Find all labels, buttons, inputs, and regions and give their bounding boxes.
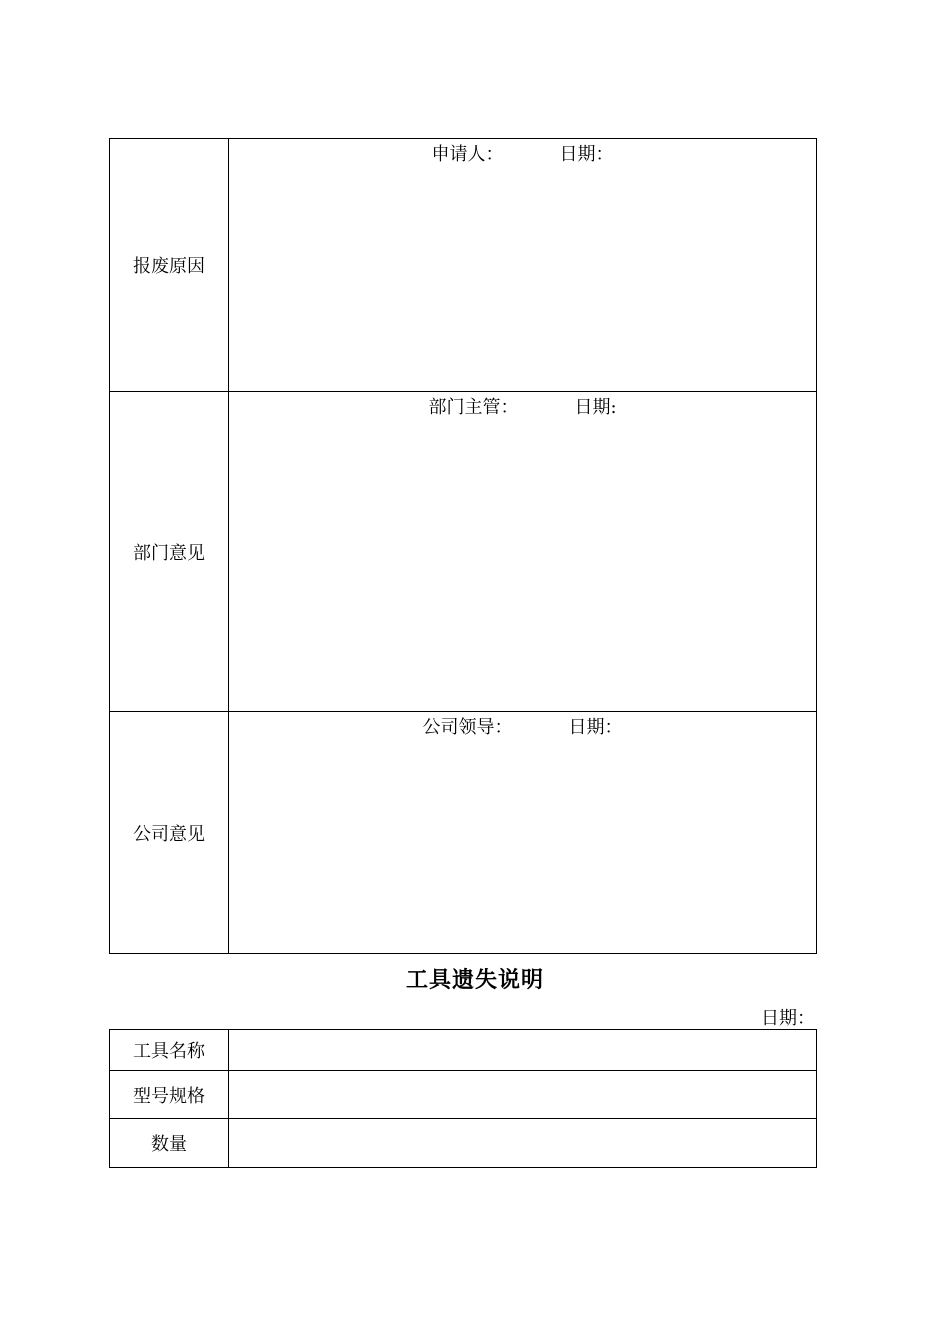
model-spec-label: 型号规格: [110, 1071, 229, 1119]
department-signature-line: [229, 392, 816, 421]
quantity-field[interactable]: [229, 1119, 817, 1168]
tool-name-label: 工具名称: [110, 1030, 229, 1071]
department-date-label: 日期:: [574, 397, 617, 418]
scrap-reason-row: [110, 139, 817, 392]
tool-loss-table: [109, 1029, 817, 1168]
company-leader-label: 公司领导：: [422, 717, 513, 738]
department-opinion-row: [110, 392, 817, 712]
model-spec-field[interactable]: [229, 1071, 817, 1119]
applicant-date-label: 日期：: [559, 144, 614, 165]
scrap-reason-label: 报废原因: [110, 139, 229, 392]
company-date-label: 日期：: [568, 717, 623, 738]
tool-loss-title: 工具遗失说明: [405, 967, 544, 993]
company-signature-line: [229, 712, 816, 741]
department-supervisor-label: 部门主管：: [428, 397, 519, 418]
scrap-approval-table: [109, 138, 817, 954]
quantity-label: 数量: [110, 1119, 229, 1168]
company-opinion-row: [110, 712, 817, 954]
scrap-reason-field[interactable]: [229, 139, 817, 392]
department-opinion-field[interactable]: [229, 392, 817, 712]
quantity-row: [110, 1119, 817, 1168]
model-spec-row: [110, 1071, 817, 1119]
applicant-label: 申请人：: [431, 144, 504, 165]
company-opinion-field[interactable]: [229, 712, 817, 954]
department-opinion-label: 部门意见: [110, 392, 229, 712]
tool-loss-date-label: 日期：: [761, 1008, 815, 1029]
tool-name-row: [110, 1030, 817, 1071]
tool-name-field[interactable]: [229, 1030, 817, 1071]
company-opinion-label: 公司意见: [110, 712, 229, 954]
applicant-signature-line: [229, 139, 816, 168]
